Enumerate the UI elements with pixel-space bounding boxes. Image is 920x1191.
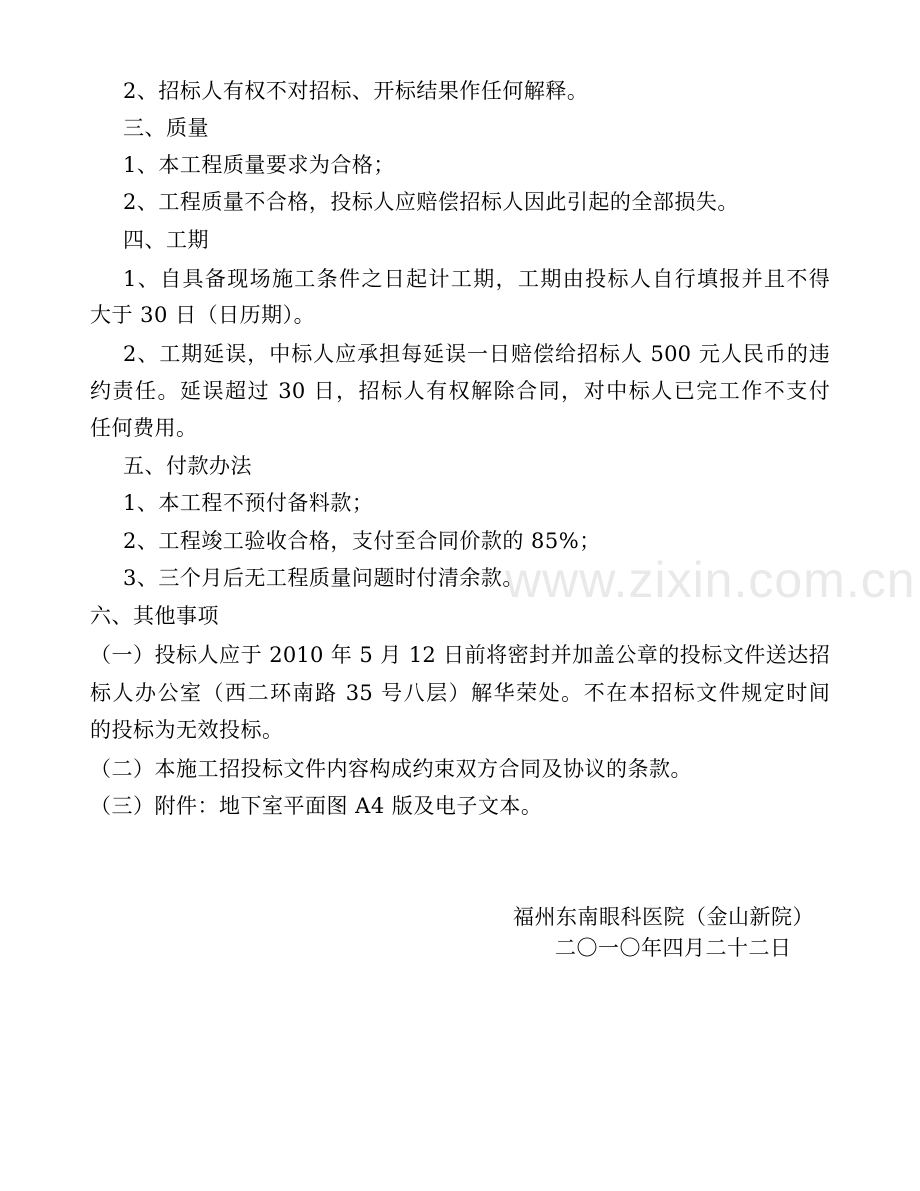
clause-line: 1、本工程质量要求为合格； (123, 153, 395, 177)
clause-line: （一）投标人应于 2010 年 5 月 12 日前将密封并加盖公章的投标文件送达招 (90, 643, 830, 667)
section-heading: 四、工期 (123, 228, 209, 252)
signature-date: 二〇一〇年四月二十二日 (555, 936, 792, 960)
section-heading: 三、质量 (123, 116, 209, 140)
clause-line: 标人办公室（西二环南路 35 号八层）解华荣处。不在本招标文件规定时间 (90, 681, 830, 705)
clause-line: 1、本工程不预付备料款； (123, 491, 374, 515)
clause-line: 2、招标人有权不对招标、开标结果作任何解释。 (123, 79, 589, 103)
clause-line: 任何费用。 (90, 416, 198, 440)
clause-line: 大于 30 日（日历期）。 (90, 303, 316, 327)
watermark: www.zixin.com.cn (505, 552, 916, 608)
clause-line: 1、自具备现场施工条件之日起计工期，工期由投标人自行填报并且不得 (123, 267, 830, 291)
clause-line: 2、工期延误，中标人应承担每延误一日赔偿给招标人 500 元人民币的违 (123, 342, 830, 366)
clause-line: （三）附件：地下室平面图 A4 版及电子文本。 (90, 794, 543, 818)
clause-line: （二）本施工招投标文件内容构成约束双方合同及协议的条款。 (90, 757, 692, 781)
clause-line: 约责任。延误超过 30 日，招标人有权解除合同，对中标人已完工作不支付 (90, 379, 830, 403)
section-heading: 五、付款办法 (123, 454, 252, 478)
clause-line: 的投标为无效投标。 (90, 718, 284, 742)
clause-line: 2、工程竣工验收合格，支付至合同价款的 85%； (123, 529, 601, 553)
section-heading: 六、其他事项 (90, 604, 219, 628)
clause-line: 2、工程质量不合格，投标人应赔偿招标人因此引起的全部损失。 (123, 190, 739, 214)
signature-organization: 福州东南眼科医院（金山新院） (513, 905, 814, 929)
clause-line: 3、三个月后无工程质量问题时付清余款。 (123, 566, 524, 590)
